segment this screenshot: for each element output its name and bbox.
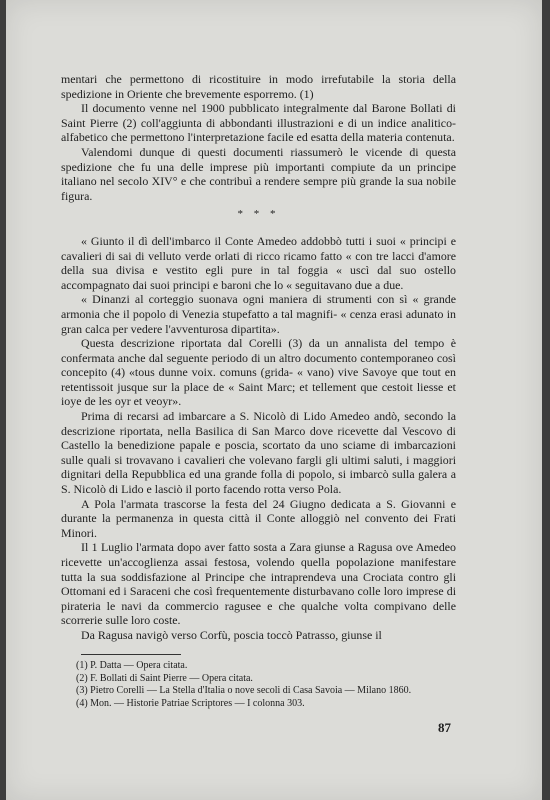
footnote: (4) Mon. — Historie Patriae Scriptores — I colonna 303. <box>76 697 305 709</box>
paragraph: « Dinanzi al corteggio suonava ogni maniera di strumenti con sì « grande armonia che il popolo di Venezia stupefatto a tal magnifi- « cenza erasi adunato in gran calca per vedere l'avventurosa dipartita». <box>61 292 456 336</box>
footnote-rule <box>81 654 181 655</box>
paragraph: A Pola l'armata trascorse la festa del 24 Giugno dedicata a S. Giovanni e durante la permanenza in questa città il Conte alloggiò nel convento dei Frati Minori. <box>61 496 456 540</box>
footnote: (2) F. Bollati di Saint Pierre — Opera citata. <box>76 672 253 684</box>
paragraph: Prima di recarsi ad imbarcare a S. Nicolò di Lido Amedeo andò, secondo la descrizione riportata, nella Basilica di San Marco dove ricevette dal Vescovo di Castello la benedizione papale e poscia, scortato da uno sciame di imbarcazioni sulle quali si trovavano i cavalieri che volevano fargli gli ultimi saluti, i maggiori dignitari della Repubblica ed una grande folla di popolo, si imbarcò sulla galera a S. Nicolò di Lido e lasciò il porto facendo rotta verso Pola. <box>61 409 456 497</box>
page-number: 87 <box>438 720 451 735</box>
paragraph: Valendomi dunque di questi documenti riassumerò le vicende di questa spedizione che fu una delle imprese più importanti compiute da un principe italiano nel secolo XIV° e che contribuì a rendere sempre più grande la sua nobile figura. <box>61 144 456 203</box>
paragraph: Il documento venne nel 1900 pubblicato integralmente dal Barone Bollati di Saint Pierre (2) coll'aggiunta di abbondanti illustrazioni e di un indice analitico-alfabetico che permettono l'interpretazione facile ed esatta della materia contenuta. <box>61 101 456 145</box>
footnote: (1) P. Datta — Opera citata. <box>76 660 188 671</box>
footnote: (3) Pietro Corelli — La Stella d'Italia o nove secoli di Casa Savoia — Milano 1860. <box>76 685 412 697</box>
paragraph: « Giunto il dì dell'imbarco il Conte Amedeo addobbò tutti i suoi « principi e cavalieri di sai di velluto verde orlati di ricco ricamo fatto « con tre lacci d'amore della sua divisa e vestito egli pure in tal foggia « uscì dal suo ostello accompagnato dai suoi principi e baroni che lo « seguitavano due a due. <box>61 233 456 292</box>
paragraph: Questa descrizione riportata dal Corelli (3) da un annalista del tempo è confermata anche dal seguente periodo di un altro documento contemporaneo così concepito (4) «tous dunne voix. comuns (grida- « vano) vive Savoye que tout en retentissoit jusque sur la place de « Saint Marc; et tellement que cestoit liesse et ioye de les oyr et veoyr». <box>61 336 456 409</box>
paragraph: Da Ragusa navigò verso Corfù, poscia toccò Patrasso, giunse il <box>81 627 382 642</box>
paragraph: mentari che permettono di ricostituire in modo irrefutabile la storia della spedizione in Oriente che brevemente esporremo. (1) <box>61 72 456 101</box>
section-separator: * * * <box>237 208 280 221</box>
paragraph: Il 1 Luglio l'armata dopo aver fatto sosta a Zara giunse a Ragusa ove Amedeo ricevette un'accoglienza assai festosa, volendo quella popolazione manifestare tutta la sua soddisfazione al Principe che intraprendeva una Crociata contro gli Ottomani ed i Saraceni che così frequentemente disturbavano colle loro imprese di pirateria le navi da commercio ragusee e che qualche volta compivano delle scorrerie sulle loro coste. <box>61 540 456 628</box>
book-page <box>6 0 542 800</box>
footnotes <box>76 660 448 710</box>
main-text <box>61 72 456 643</box>
